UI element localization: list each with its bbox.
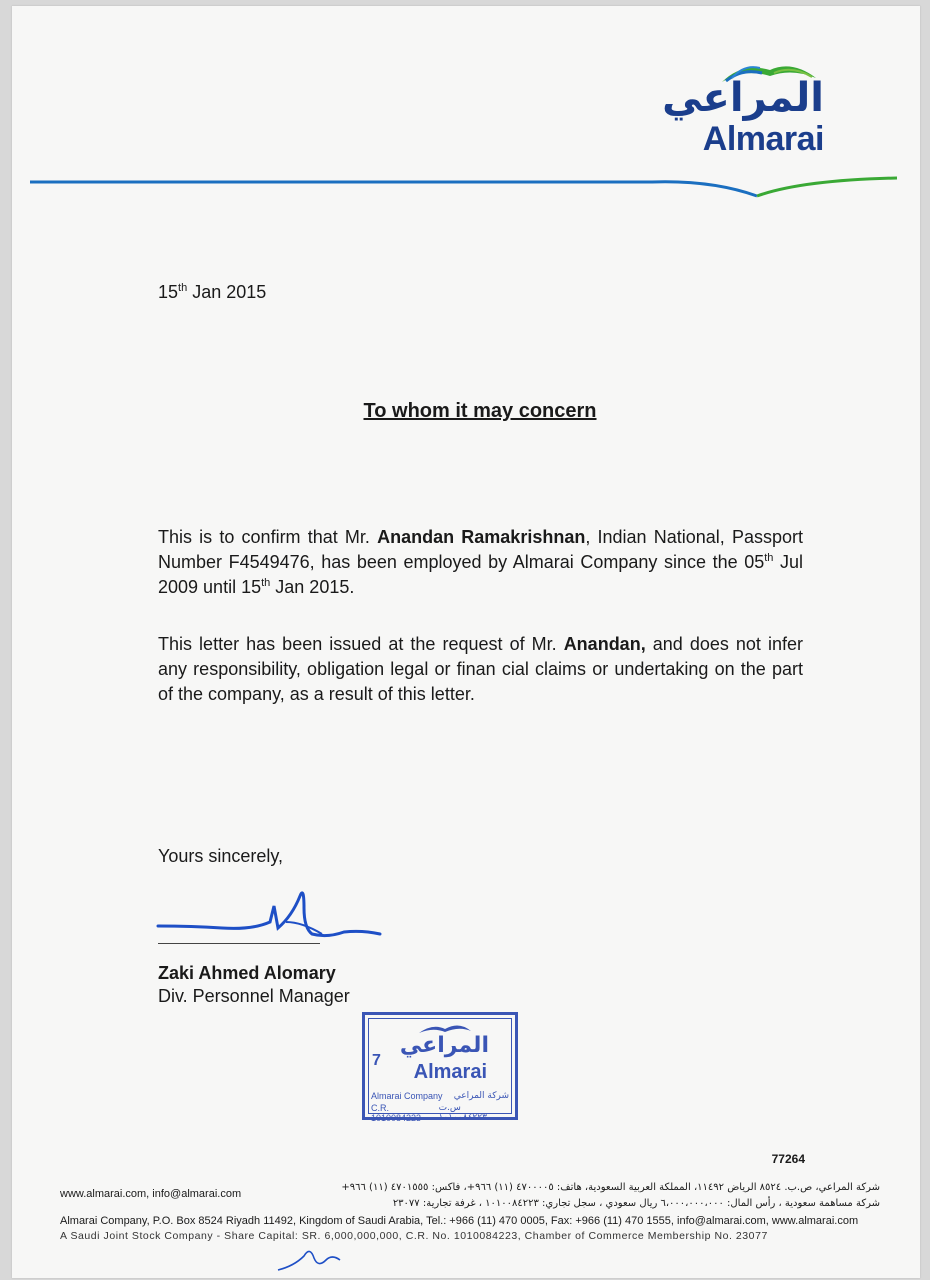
letter-date: 15th Jan 2015 <box>158 282 267 302</box>
stamp-company-en: Almarai Company <box>371 1091 443 1101</box>
footer-arabic-address: شركة المراعي، ص.ب. ٨٥٢٤ الرياض ١١٤٩٢، المملكة العربية السعودية، هاتف: ٤٧٠٠٠٠٥ (١١) ٩٦٦+، فاكس: ٤٧٠١٥٥٥ (١١) ٩٦٦+ <box>341 1182 880 1193</box>
stamp-arabic-logo: المراعي <box>399 1033 489 1058</box>
footer-arabic-company-info: شركة مساهمة سعودية ، رأس المال: ٦،٠٠٠،٠٠٠،٠٠٠ ريال سعودي ، سجل تجاري: ١٠١٠٠٨٤٢٢٣ ، غرفة تجارية: ٢٣٠٧٧ <box>392 1198 880 1209</box>
employee-name: Anandan Ramakrishnan <box>377 527 586 547</box>
letter-page <box>12 6 920 1278</box>
reference-number: 77264 <box>771 1152 805 1166</box>
logo-arabic-text: المراعي <box>662 75 824 121</box>
footer-company-info: A Saudi Joint Stock Company - Share Capital: SR. 6,000,000,000, C.R. No. 1010084223, Chamber of Commerce Membership No. 23077 <box>60 1230 768 1242</box>
stamp-cr-en: C.R. 1010084223 <box>371 1103 422 1123</box>
letterhead-divider-line <box>12 166 920 206</box>
stamp-english-logo: Almarai <box>413 1061 487 1083</box>
footer-english-address: Almarai Company, P.O. Box 8524 Riyadh 11492, Kingdom of Saudi Arabia, Tel.: +966 (11) 470 0005, Fax: +966 (11) 470 1555, info@almarai.com, www.almarai.com <box>60 1215 859 1227</box>
signature-line <box>158 943 320 944</box>
employee-short-name: Anandan, <box>563 634 646 654</box>
footer-initials-signature <box>274 1238 354 1274</box>
body-paragraph-2: This letter has been issued at the request of Mr. Anandan, and does not infer any responsibility, obligation legal or finan cial claims or undertaking on the part of the company, as a result of this letter. <box>158 634 803 704</box>
letter-heading: To whom it may concern <box>363 400 597 422</box>
footer-web-email: www.almarai.com, info@almarai.com <box>60 1188 242 1200</box>
handwritten-signature <box>152 876 392 946</box>
stamp-number: 7 <box>372 1052 381 1069</box>
logo-english-text: Almarai <box>702 120 824 158</box>
company-stamp <box>362 1012 518 1123</box>
signer-title: Div. Personnel Manager <box>158 986 350 1006</box>
stamp-company-ar: شركة المراعي <box>453 1091 509 1101</box>
body-paragraph-1: This is to confirm that Mr. Anandan Ramakrishnan, Indian National, Passport Number F4549476, has been employed by Almarai Company since the 05th Jul 2009 until 15th Jan 2015. <box>158 527 804 597</box>
stamp-cr-ar: س.ت ١٠١٠٠٨٤٢٢٣ <box>438 1103 487 1123</box>
closing-text: Yours sincerely, <box>158 846 284 866</box>
signer-name: Zaki Ahmed Alomary <box>158 963 336 983</box>
